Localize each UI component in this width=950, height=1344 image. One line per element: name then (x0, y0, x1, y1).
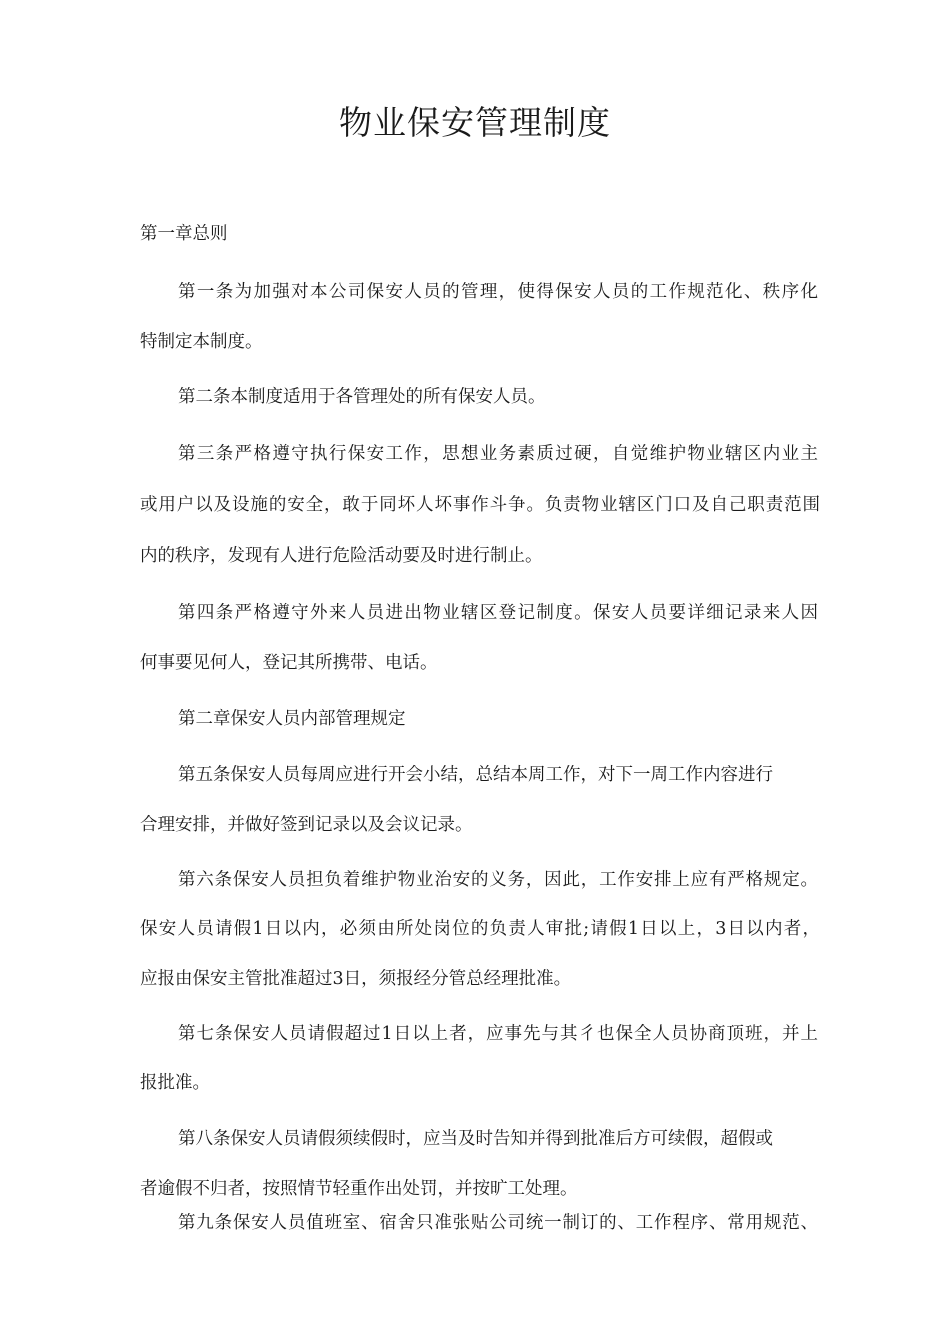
chapter-heading: 第一章总则 (140, 224, 228, 244)
paragraph-line: 报批准。 (140, 1073, 210, 1093)
paragraph-line: 者逾假不归者，按照情节轻重作出处罚，并按旷工处理。 (140, 1179, 578, 1199)
paragraph-line: 第一条为加强对本公司保安人员的管理，使得保安人员的工作规范化、秩序化 (178, 282, 818, 302)
paragraph-line: 合理安排，并做好签到记录以及会议记录。 (140, 815, 473, 835)
paragraph-line: 第九条保安人员值班室、宿舍只准张贴公司统一制订的、工作程序、常用规范、 (178, 1213, 818, 1233)
chapter-heading: 第二章保安人员内部管理规定 (178, 709, 406, 729)
paragraph-line: 第八条保安人员请假须续假时，应当及时告知并得到批准后方可续假，超假或 (178, 1129, 773, 1149)
document-title: 物业保安管理制度 (339, 103, 611, 142)
paragraph-line: 第三条严格遵守执行保安工作，思想业务素质过硬，自觉维护物业辖区内业主 (178, 444, 818, 464)
paragraph-line: 第七条保安人员请假超过1日以上者，应事先与其彳也保全人员协商顶班，并上 (178, 1024, 818, 1044)
paragraph-line: 特制定本制度。 (140, 332, 263, 352)
paragraph-line: 第五条保安人员每周应进行开会小结，总结本周工作，对下一周工作内容进行 (178, 765, 773, 785)
paragraph-line: 或用户以及设施的安全，敢于同坏人坏事作斗争。负责物业辖区门口及自己职责范围 (140, 495, 820, 515)
paragraph-line: 第四条严格遵守外来人员进出物业辖区登记制度。保安人员要详细记录来人因 (178, 603, 818, 623)
paragraph-line: 第二条本制度适用于各管理处的所有保安人员。 (178, 387, 546, 407)
paragraph-line: 第六条保安人员担负着维护物业治安的义务，因此，工作安排上应有严格规定。 (178, 870, 818, 890)
paragraph-line: 保安人员请假1日以内，必须由所处岗位的负责人审批;请假1日以上，3日以内者， (140, 919, 820, 939)
paragraph-line: 应报由保安主管批准超过3日，须报经分管总经理批准。 (140, 969, 572, 989)
paragraph-line: 何事要见何人，登记其所携带、电话。 (140, 653, 438, 673)
paragraph-line: 内的秩序，发现有人进行危险活动要及时进行制止。 (140, 546, 543, 566)
